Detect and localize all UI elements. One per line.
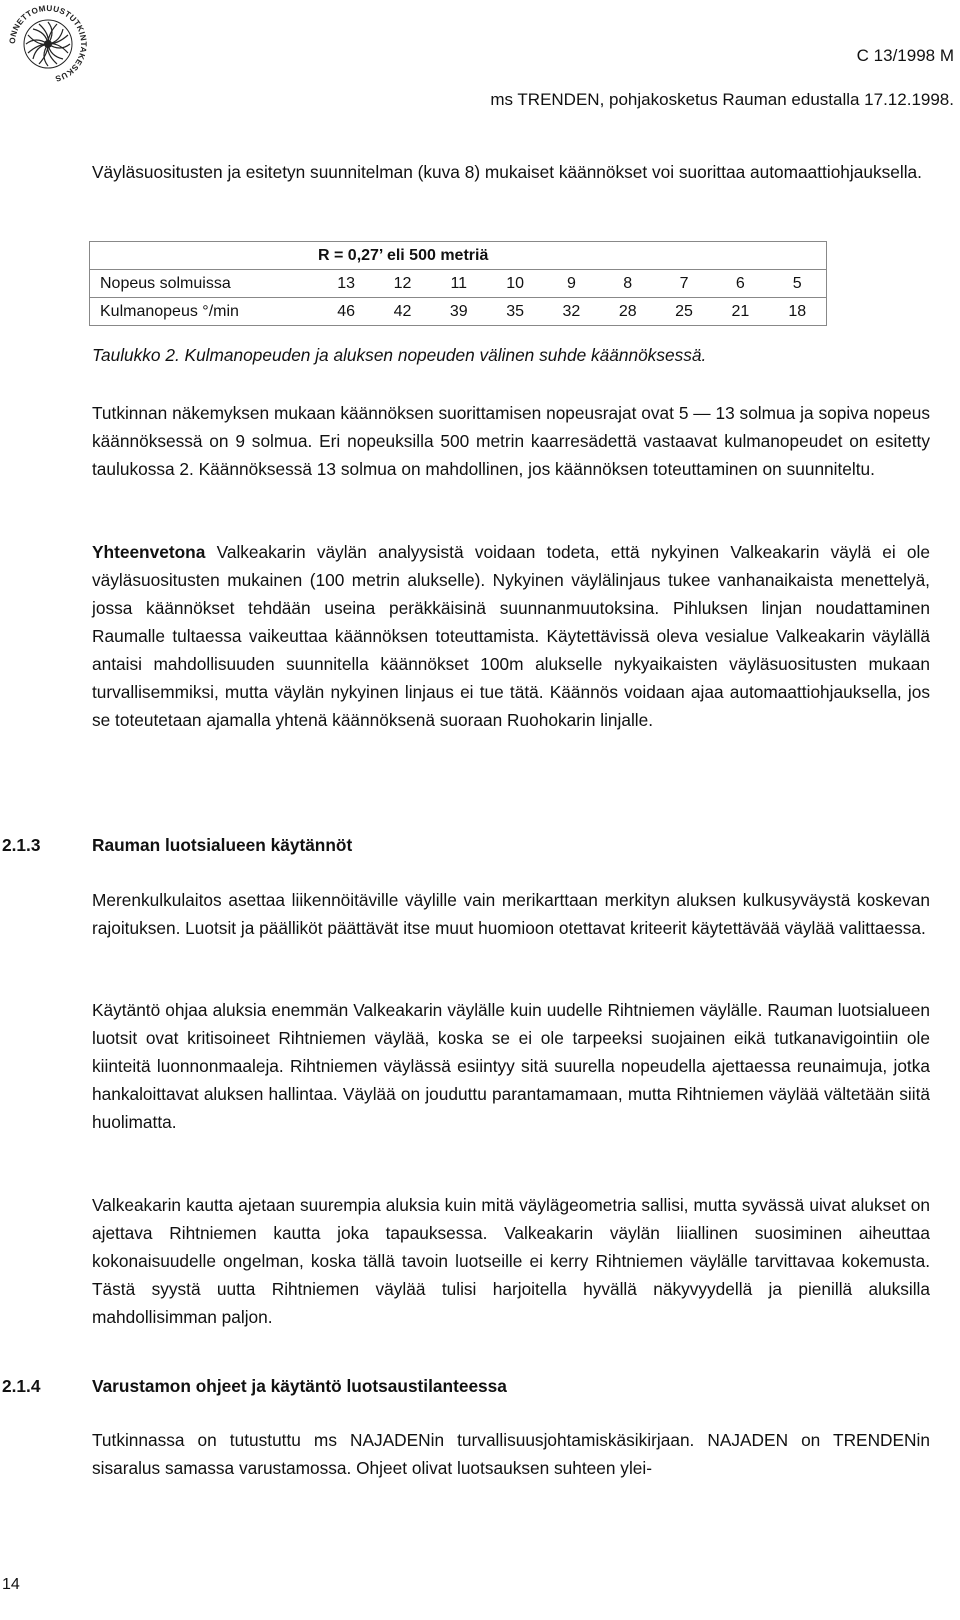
table-cell: 10 xyxy=(487,270,543,298)
body-paragraph: Tutkinnassa on tutustuttu ms NAJADENin turvallisuusjohtamiskäsikirjaan. NAJADEN on TRENDENin sisaralus samassa varustamossa. Ohjeet olivat luotsauksen suhteen ylei- xyxy=(92,1430,930,1478)
body-paragraph: Valkeakarin kautta ajetaan suurempia aluksia kuin mitä väylägeometria sallisi, mutta syvässä uivat alukset on ajettava Rihtniemen kautta joka tapauksessa. Valkeakarin väylän liiallinen suosiminen aiheuttaa kokonaisuudelle ongelman, koska tällä tavoin luotseille ei kerry Rihtniemen väylälle tarvittavaa kokemusta. Tästä syystä uutta Rihtniemen väylää tulisi harjoitella hyvällä näkyvyydellä ja pienillä aluksilla mahdollisimman paljon. xyxy=(92,1195,930,1327)
row-label: Nopeus solmuissa xyxy=(90,270,319,298)
body-paragraph: Käytäntö ohjaa aluksia enemmän Valkeakarin väylälle kuin uudelle Rihtniemen väylälle. Rauman luotsialueen luotsit ovat kritisoineet Rihtniemen väylää, koska se ei ole tarpeeksi suojainen eikä tutkanavigointiin ole kiinteitä luonnonmaaleja. Rihtniemen väylässä esiintyy sitä suurella nopeudella ajettaessa reunaimuja, jotka hankaloittavat aluksen hallintaa. Väylää on jouduttu parantamamaan, mutta Rihtniemen väylää vältetään siitä huolimatta. xyxy=(92,1000,930,1132)
section-title: Varustamon ohjeet ja käytäntö luotsaustilanteessa xyxy=(92,1376,507,1396)
table-cell: 11 xyxy=(431,270,487,298)
document-title: ms TRENDEN, pohjakosketus Rauman edustalla 17.12.1998. xyxy=(490,90,954,109)
section-number: 2.1.3 xyxy=(2,835,41,855)
page-number: 14 xyxy=(2,1576,20,1593)
table-cell: 28 xyxy=(600,298,656,326)
table-cell: 9 xyxy=(543,270,599,298)
table-cell: 39 xyxy=(431,298,487,326)
table-cell: 35 xyxy=(487,298,543,326)
table-cell: 25 xyxy=(656,298,712,326)
body-paragraph: Merenkulkulaitos asettaa liikennöitäville väylille vain merikarttaan merkityn aluksen kulkusyväystä koskevan rajoituksen. Luotsit ja päälliköt päättävät itse muut huomioon otettavat kriteerit käytettävää väylää valittaessa. xyxy=(92,890,930,938)
table-row xyxy=(90,298,827,326)
summary-paragraph xyxy=(92,538,930,734)
table-cell: 42 xyxy=(374,298,430,326)
table-cell: 5 xyxy=(769,270,827,298)
accident-investigation-board-logo xyxy=(6,2,90,86)
table-cell: 21 xyxy=(712,298,768,326)
intro-paragraph: Väyläsuositusten ja esitetyn suunnitelman (kuva 8) mukaiset käännökset voi suorittaa automaattiohjauksella. xyxy=(92,162,922,182)
document-code: C 13/1998 M xyxy=(856,46,954,65)
speed-table xyxy=(89,241,827,326)
svg-text:ONNETTOMUUSTUTKINTAKESKUS: ONNETTOMUUSTUTKINTAKESKUS xyxy=(7,3,89,84)
row-label: Kulmanopeus °/min xyxy=(90,298,319,326)
table-row xyxy=(90,270,827,298)
table-cell: 13 xyxy=(318,270,374,298)
table-cell: 46 xyxy=(318,298,374,326)
table-cell: 6 xyxy=(712,270,768,298)
section-title: Rauman luotsialueen käytännöt xyxy=(92,835,353,855)
table-caption: Taulukko 2. Kulmanopeuden ja aluksen nopeuden välinen suhde käännöksessä. xyxy=(92,345,707,365)
summary-text: Valkeakarin väylän analyysistä voidaan todeta, että nykyinen Valkeakarin väylä ei ole väyläsuositusten mukainen (100 metrin alukselle). Nykyinen väylälinjaus tukee vanhanaikaista menettelyä, jossa käännökset tehdään useina peräkkäisinä suunnanmuutoksina. Pihluksen linjan noudattaminen Raumalle tultaessa vaikeuttaa käännöksen toteuttamista. Käytettävissä oleva vesialue Valkeakarin väylällä antaisi mahdollisuuden suunnitella käännökset 100m alukselle nykyaikaisten väyläsuositusten mukaan turvallisemmiksi, mutta väylän nykyinen linjaus ei tue tätä. Käännös voidaan ajaa automaattiohjauksella, jos se toteutetaan ajamalla yhtenä käännöksenä suoraan Ruohokarin linjalle. xyxy=(92,542,930,730)
analysis-paragraph: Tutkinnan näkemyksen mukaan käännöksen suorittamisen nopeusrajat ovat 5 — 13 solmua ja sopiva nopeus käännöksessä on 9 solmua. Eri nopeuksilla 500 metrin kaarresädettä vastaavat kulmanopeudet on esitetty taulukossa 2. Käännöksessä 13 solmua on mahdollinen, jos käännöksen toteuttaminen on suunniteltu. xyxy=(92,403,930,479)
table-cell: 32 xyxy=(543,298,599,326)
table-cell: 8 xyxy=(600,270,656,298)
summary-label: Yhteenvetona xyxy=(92,542,206,562)
table-cell: 18 xyxy=(769,298,827,326)
table-cell: 12 xyxy=(374,270,430,298)
section-number: 2.1.4 xyxy=(2,1376,41,1396)
table-cell: 7 xyxy=(656,270,712,298)
table-title: R = 0,27’ eli 500 metriä xyxy=(90,242,827,270)
